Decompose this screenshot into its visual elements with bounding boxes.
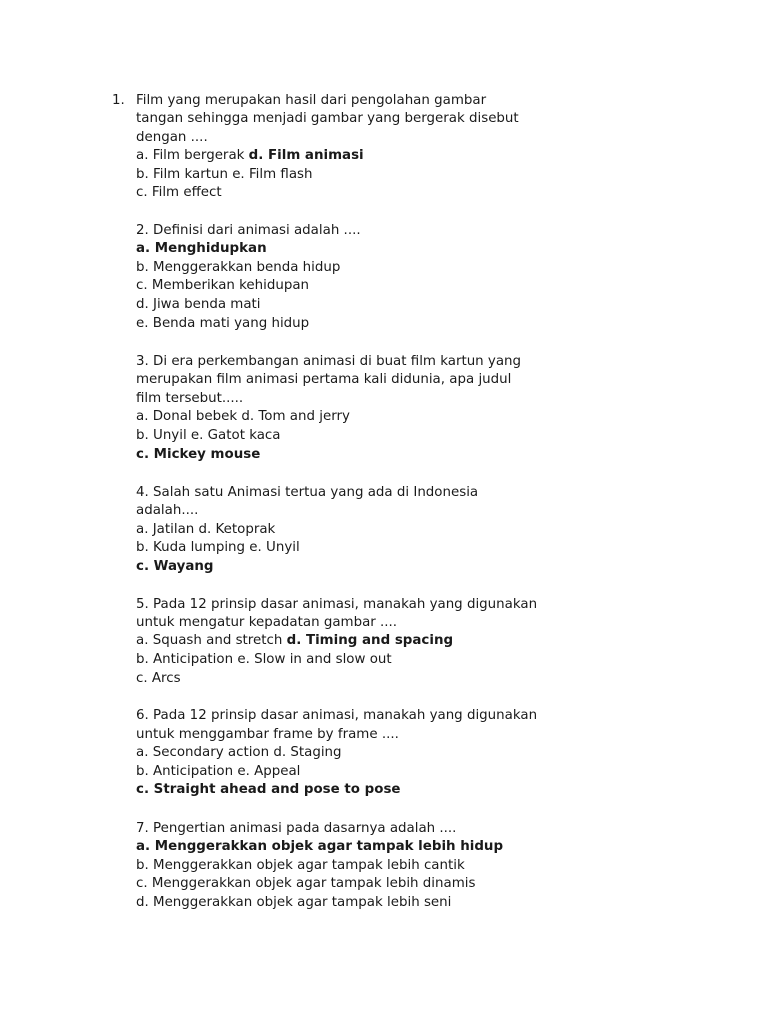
question-stem-line: merupakan film animasi pertama kali didunia, apa judul	[136, 372, 512, 387]
answer-option: b. Menggerakkan objek agar tampak lebih cantik	[136, 858, 465, 873]
answer-option: a. Jatilan d. Ketoprak	[136, 522, 276, 537]
answer-option: b. Anticipation e. Slow in and slow out	[136, 652, 392, 667]
answer-option: a. Donal bebek d. Tom and jerry	[136, 409, 350, 424]
answer-option	[136, 632, 453, 650]
question-stem-line: 6. Pada 12 prinsip dasar animasi, manakah yang digunakan	[136, 708, 538, 723]
answer-option: c. Memberikan kehidupan	[136, 278, 310, 293]
answer-option: a. Secondary action d. Staging	[136, 745, 342, 760]
correct-answer: a. Menghidupkan	[136, 241, 267, 256]
question-stem-line: dengan ....	[136, 130, 208, 145]
question-stem-line: film tersebut.....	[136, 391, 244, 406]
question-stem-line: untuk menggambar frame by frame ....	[136, 727, 399, 742]
question-stem-line: 2. Definisi dari animasi adalah ....	[136, 223, 361, 238]
correct-answer: a. Menggerakkan objek agar tampak lebih hidup	[136, 839, 504, 854]
answer-option: c. Menggerakkan objek agar tampak lebih dinamis	[136, 876, 476, 891]
question-stem-line: 3. Di era perkembangan animasi di buat film kartun yang	[136, 354, 522, 369]
question-number: 1.	[112, 93, 125, 108]
answer-option: b. Anticipation e. Appeal	[136, 764, 301, 779]
question-stem-line: 5. Pada 12 prinsip dasar animasi, manakah yang digunakan	[136, 597, 538, 612]
correct-answer: c. Wayang	[136, 559, 214, 574]
answer-option: b. Kuda lumping e. Unyil	[136, 540, 300, 555]
option-text: a. Film bergerak	[136, 148, 249, 163]
question-stem-line: tangan sehingga menjadi gambar yang bergerak disebut	[136, 111, 519, 126]
answer-option: b. Film kartun e. Film flash	[136, 167, 313, 182]
correct-answer: d. Film animasi	[248, 148, 364, 163]
answer-option: b. Unyil e. Gatot kaca	[136, 428, 281, 443]
answer-option: d. Jiwa benda mati	[136, 297, 261, 312]
correct-answer: c. Straight ahead and pose to pose	[136, 782, 401, 797]
correct-answer: d. Timing and spacing	[286, 633, 454, 648]
answer-option: d. Menggerakkan objek agar tampak lebih seni	[136, 895, 452, 910]
option-text: a. Squash and stretch	[136, 633, 287, 648]
question-stem-line: Film yang merupakan hasil dari pengolahan gambar	[136, 93, 487, 108]
question-stem-line: untuk mengatur kepadatan gambar ....	[136, 615, 398, 630]
correct-answer: c. Mickey mouse	[136, 447, 261, 462]
answer-option: c. Arcs	[136, 671, 181, 686]
answer-option: e. Benda mati yang hidup	[136, 316, 310, 331]
question-stem-line: 4. Salah satu Animasi tertua yang ada di Indonesia	[136, 485, 479, 500]
answer-option: b. Menggerakkan benda hidup	[136, 260, 341, 275]
question-stem-line: adalah....	[136, 503, 199, 518]
answer-option	[136, 147, 364, 165]
answer-option: c. Film effect	[136, 185, 222, 200]
question-stem-line: 7. Pengertian animasi pada dasarnya adalah ....	[136, 821, 457, 836]
